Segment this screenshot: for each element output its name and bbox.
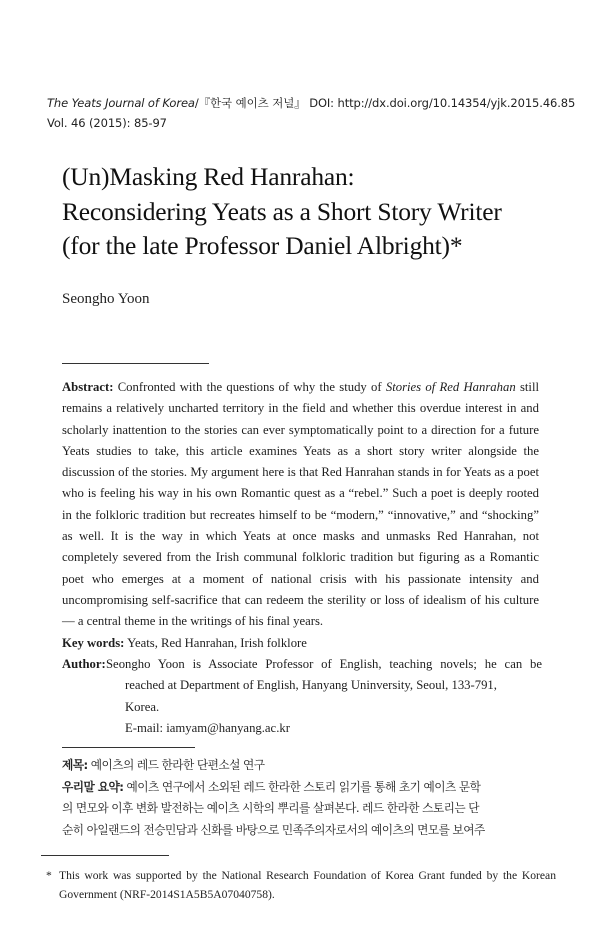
citation-line [47,93,576,113]
keywords-label: Key words: [62,636,125,650]
author-email: E-mail: iamyam@hanyang.ac.kr [125,720,290,735]
author-name: Seongho Yoon [62,291,150,307]
title-line-2: Reconsidering Yeats as a Short Story Writer [62,196,502,226]
journal-name: The Yeats Journal of Korea [47,96,195,110]
divider-rule [62,747,195,748]
korean-title-text: 예이츠의 레드 한라한 단편소설 연구 [87,758,265,772]
korean-summary-line: 순히 아일랜드의 전승민담과 신화를 바탕으로 민족주의자로서의 예이츠의 면모를 보여주 [62,822,485,837]
author-info-line: reached at Department of English, Hanyang Uninversity, Seoul, 133-791, [125,678,497,693]
korean-summary-text: 예이츠 연구에서 소외된 레드 한라한 스토리 읽기를 통해 초기 예이츠 문학 [123,779,481,794]
korean-summary [62,755,540,841]
korean-journal-name: /『한국 예이츠 저널』 [194,96,310,110]
volume-info: Vol. 46 (2015): 85-97 [47,116,167,130]
paper-title [62,160,562,264]
abstract-text-start: Confronted with the questions of why the study of [113,380,386,394]
author-info-label: Author: [62,657,106,671]
journal-header [47,93,576,133]
abstract [62,377,539,633]
abstract-italic-title: Stories of Red Hanrahan [385,380,516,394]
footnote-rule [41,855,169,856]
title-line-3: (for the late Professor Daniel Albright)* [62,231,463,260]
korean-summary-line: 의 면모와 이후 변화 발전하는 예이츠 시학의 뿌리를 살펴본다. 레드 한라한 스토리는 단 [62,801,480,815]
korean-summary-line [62,777,540,799]
keywords-text: Yeats, Red Hanrahan, Irish folklore [124,636,307,650]
korean-title [62,755,540,777]
footnote-marker: * [46,869,52,882]
author-info-body [106,654,542,739]
korean-title-label: 제목: [62,758,88,772]
author-info [62,654,542,739]
divider-rule [62,363,209,364]
author-info-line: Seongho Yoon is Associate Professor of English, teaching novels; he can be [106,657,542,671]
doi-text: DOI: http://dx.doi.org/10.14354/yjk.2015.46.85 [309,96,576,110]
footnote-text: This work was supported by the National Research Foundation of Korea Grant funded by the Korean Government (NRF-2014S1A5B5A07040758). [59,869,556,901]
korean-summary-label: 우리말 요약: [62,779,124,794]
footnote [46,866,556,904]
keywords [62,633,539,654]
author-info-line: Korea. [125,699,160,714]
title-line-1: (Un)Masking Red Hanrahan: [62,162,355,191]
abstract-text-rest: still remains a relatively uncharted territory in the field and whether this overdue interest in and scholarly inattention to the stories can ever symptomatically point to a direction for a future Yeats studies to take, this article examines Yeats as a short story writer alongside the discussion of the stories. My argument here is that Red Hanrahan stands in for Yeats as a poet who is feeling his way in his own Romantic quest as a “rebel.” Such a poet is deeply rooted in the folkloric tradition but recreates himself to be “modern,” “innovative,” and “shocking” as well. It is the way in which Yeats at once masks and unmasks Red Hanrahan, not completely severed from the Irish communal folkloric tradition but figuring as a Romantic poet who emerges at a moment of national crisis with his passionate intensity and uncompromising self-sacrifice that can redeem the sterility or loss of idealism of his culture ― a central theme in the writings of his final years. [62,380,539,629]
abstract-label: Abstract: [62,380,114,394]
